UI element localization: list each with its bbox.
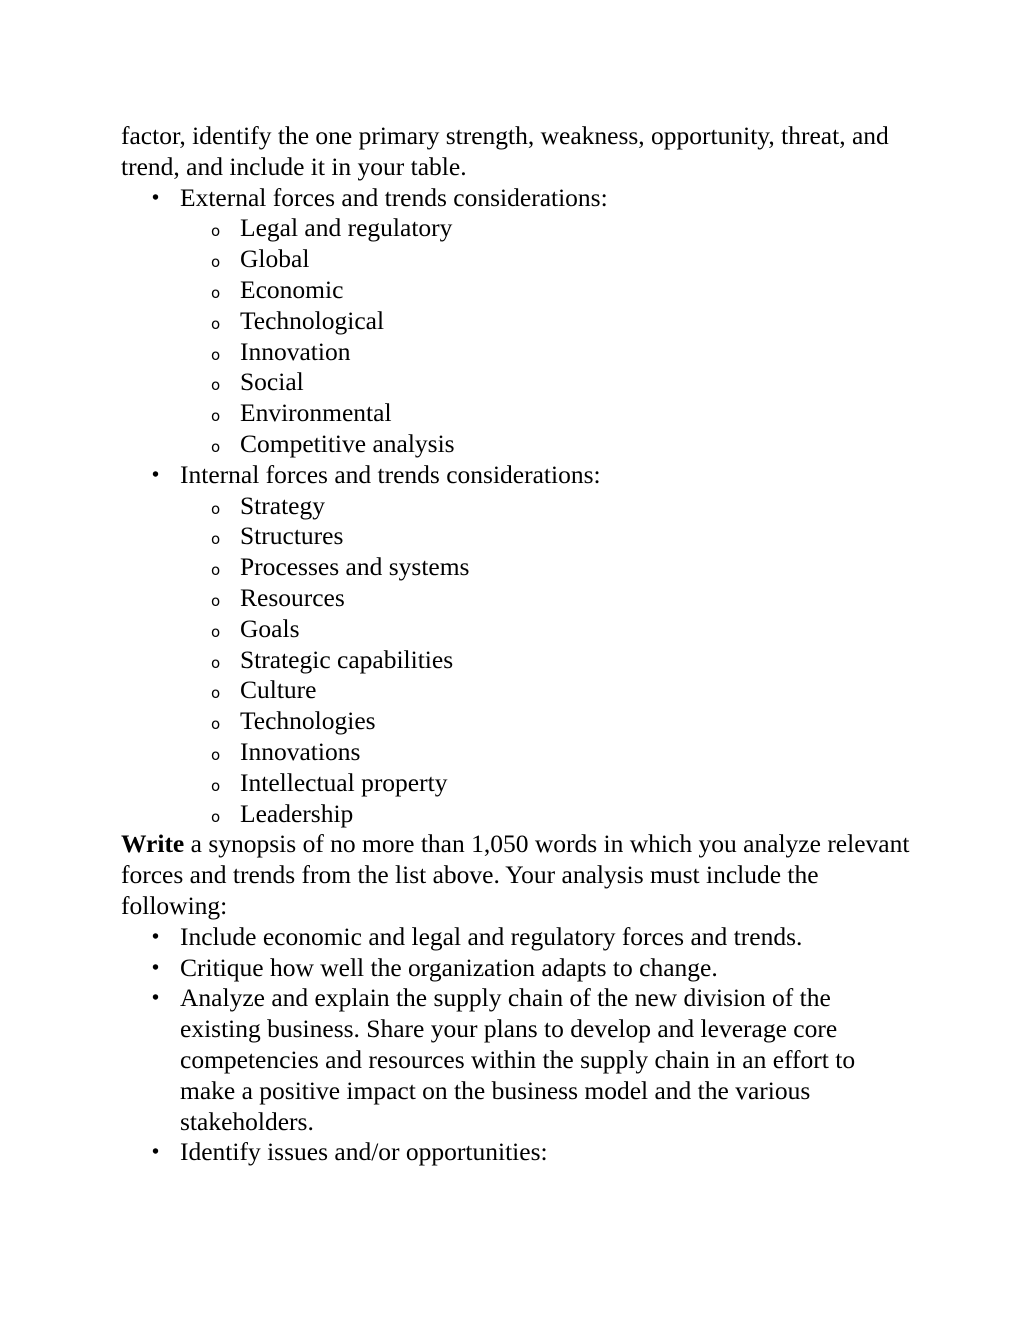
forces-list-internal [121,460,911,491]
list-item [121,398,911,429]
list-item [121,737,911,768]
write-label: Write [121,829,185,859]
list-item-text: Intellectual property [240,767,448,797]
internal-forces-heading: Internal forces and trends considerations: [180,459,601,489]
list-item-text: Critique how well the organization adapts to change. [180,952,718,982]
write-paragraph [121,829,911,921]
sub-bullet-marker: o [211,253,221,272]
sub-bullet-marker: o [211,345,221,364]
list-item-text: Technologies [240,706,376,736]
list-item-text: Strategy [240,490,325,520]
list-item-text: Strategic capabilities [240,644,454,674]
list-item-text: Goals [240,613,300,643]
list-item [121,306,911,337]
list-item-text: Include economic and legal and regulatory forces and trends. [180,921,803,951]
bullet-marker: • [152,463,160,486]
list-item [121,983,911,1137]
list-item [121,367,911,398]
list-item-text: Leadership [240,798,354,828]
sub-bullet-marker: o [211,591,221,610]
sub-bullet-marker: o [211,314,221,333]
sub-bullet-marker: o [211,530,221,549]
internal-forces-sublist [121,491,911,830]
list-item-text: Culture [240,675,317,705]
list-item [121,922,911,953]
list-item [121,275,911,306]
list-item-text: Social [240,367,304,397]
bullet-marker: • [152,186,160,209]
list-item [121,645,911,676]
sub-bullet-marker: o [211,222,221,241]
sub-bullet-marker: o [211,622,221,641]
list-item-text: Environmental [240,398,392,428]
list-item-text: Processes and systems [240,552,470,582]
list-item [121,244,911,275]
list-item-text: Innovation [240,336,351,366]
forces-list [121,183,911,214]
list-item-text: Legal and regulatory [240,213,453,243]
list-item-text: Innovations [240,736,361,766]
write-text: a synopsis of no more than 1,050 words in which you analyze relevant forces and trends from the list above. Your analysis must include the following: [121,829,910,920]
sub-bullet-marker: o [211,437,221,456]
sub-bullet-marker: o [211,499,221,518]
internal-forces-item [121,460,911,491]
bullet-marker: • [152,987,160,1010]
intro-paragraph: factor, identify the one primary strength, weakness, opportunity, threat, and trend, and include it in your table. [121,121,889,181]
list-item [121,552,911,583]
list-item [121,521,911,552]
list-item [121,768,911,799]
sub-bullet-marker: o [211,561,221,580]
list-item [121,583,911,614]
document-content [121,121,911,1168]
list-item [121,1137,911,1168]
list-item [121,491,911,522]
sub-bullet-marker: o [211,807,221,826]
list-item-text: Analyze and explain the supply chain of the new division of the existing business. Share your plans to develop and leverage core competencies and resources within the supply chain in an effort to make a positive impact on the business model and the various stakeholders. [180,983,856,1136]
sub-bullet-marker: o [211,776,221,795]
list-item [121,429,911,460]
sub-bullet-marker: o [211,715,221,734]
list-item-text: Identify issues and/or opportunities: [180,1137,548,1167]
sub-bullet-marker: o [211,283,221,302]
external-forces-heading: External forces and trends considerations: [180,182,608,212]
list-item-text: Structures [240,521,344,551]
list-item-text: Economic [240,274,344,304]
list-item [121,614,911,645]
sub-bullet-marker: o [211,407,221,426]
requirements-list [121,922,911,1168]
list-item [121,337,911,368]
sub-bullet-marker: o [211,376,221,395]
sub-bullet-marker: o [211,745,221,764]
list-item [121,953,911,984]
sub-bullet-marker: o [211,684,221,703]
bullet-marker: • [152,1141,160,1164]
bullet-marker: • [152,956,160,979]
external-forces-sublist [121,213,911,459]
list-item-text: Technological [240,305,385,335]
list-item-text: Competitive analysis [240,428,455,458]
list-item [121,799,911,830]
list-item-text: Resources [240,582,345,612]
sub-bullet-marker: o [211,653,221,672]
bullet-marker: • [152,925,160,948]
external-forces-item [121,183,911,214]
list-item [121,213,911,244]
list-item [121,706,911,737]
list-item-text: Global [240,244,310,274]
list-item [121,675,911,706]
